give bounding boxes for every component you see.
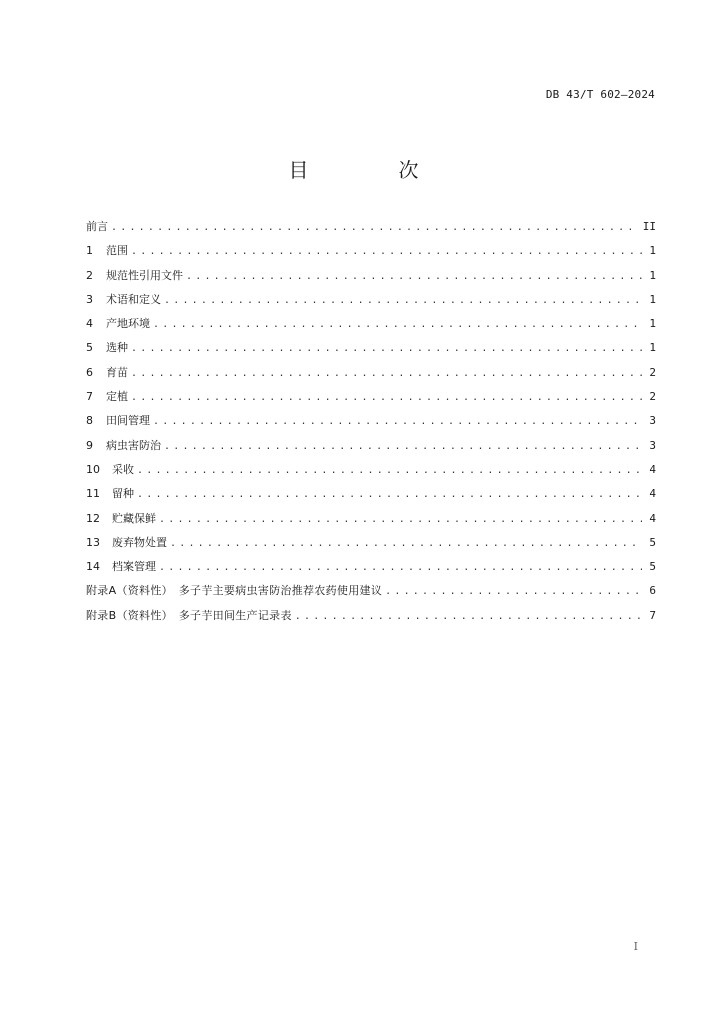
toc-entry-label: 采收	[112, 462, 134, 476]
toc-leader-dots	[385, 583, 642, 601]
toc-entry-number: 4	[86, 317, 93, 331]
toc-leader-dots	[137, 462, 642, 480]
toc-leader-dots	[137, 486, 642, 504]
toc-entry-page: 2	[649, 365, 656, 379]
toc-entry-number: 13	[86, 535, 100, 549]
toc-entry-number: 12	[86, 511, 100, 525]
toc-entry-number: 5	[86, 341, 93, 355]
toc-entry-page: 1	[649, 292, 656, 306]
toc-entry-6[interactable]	[86, 364, 656, 388]
toc-entry-8[interactable]	[86, 412, 656, 436]
toc-entry-number: 9	[86, 438, 93, 452]
toc-leader-dots	[170, 535, 642, 553]
toc-entry-label: 产地环境	[106, 317, 150, 331]
toc-entry-label: 选种	[106, 341, 128, 355]
toc-entry-13[interactable]	[86, 534, 656, 558]
toc-entry-page: 5	[649, 560, 656, 574]
toc-entry-page: 3	[649, 414, 656, 428]
toc-entry-page: 6	[649, 584, 656, 598]
toc-entry-page: 1	[649, 244, 656, 258]
toc-entry-page: 2	[649, 390, 656, 404]
toc-entry-number: 3	[86, 292, 93, 306]
toc-leader-dots	[159, 559, 642, 577]
toc-entry-2[interactable]	[86, 267, 656, 291]
table-of-contents	[86, 218, 656, 631]
toc-entry-appendix-b[interactable]	[86, 607, 656, 631]
toc-entry-page: 1	[649, 341, 656, 355]
toc-entry-label: 范围	[106, 244, 128, 258]
toc-entry-label: 定植	[106, 390, 128, 404]
toc-entry-foreword[interactable]	[86, 218, 656, 242]
toc-entry-label: 废弃物处置	[112, 535, 167, 549]
toc-leader-dots	[131, 340, 642, 358]
toc-leader-dots	[153, 316, 642, 334]
toc-leader-dots	[159, 511, 642, 529]
toc-entry-label: 贮藏保鲜	[112, 511, 156, 525]
toc-entry-page: II	[642, 220, 656, 233]
toc-entry-page: 1	[649, 268, 656, 282]
toc-entry-12[interactable]	[86, 510, 656, 534]
toc-entry-label: 育苗	[106, 365, 128, 379]
toc-entry-page: 7	[649, 608, 656, 622]
toc-entry-number: 6	[86, 365, 93, 379]
toc-entry-page: 4	[649, 487, 656, 501]
toc-entry-number: 11	[86, 487, 100, 501]
toc-entry-10[interactable]	[86, 461, 656, 485]
toc-entry-page: 5	[649, 535, 656, 549]
toc-entry-4[interactable]	[86, 315, 656, 339]
toc-entry-appendix-a[interactable]	[86, 582, 656, 606]
toc-entry-page: 4	[649, 462, 656, 476]
toc-entry-number: 10	[86, 462, 100, 476]
toc-leader-dots	[131, 243, 642, 261]
toc-entry-number: 7	[86, 390, 93, 404]
toc-entry-number: 8	[86, 414, 93, 428]
toc-leader-dots	[131, 389, 642, 407]
toc-entry-11[interactable]	[86, 485, 656, 509]
toc-entry-label: 附录B（资料性） 多子芋田间生产记录表	[86, 608, 292, 622]
toc-entry-number: 2	[86, 268, 93, 282]
toc-entry-number: 1	[86, 244, 93, 258]
toc-title: 目 次	[288, 158, 454, 182]
toc-entry-page: 3	[649, 438, 656, 452]
toc-entry-label: 附录A（资料性） 多子芋主要病虫害防治推荐农药使用建议	[86, 584, 383, 598]
toc-leader-dots	[131, 365, 642, 383]
toc-entry-label: 前言	[86, 220, 108, 233]
toc-entry-label: 留种	[112, 487, 134, 501]
toc-leader-dots	[295, 608, 642, 626]
toc-entry-page: 1	[649, 317, 656, 331]
document-code: DB 43/T 602—2024	[545, 88, 655, 101]
toc-entry-1[interactable]	[86, 242, 656, 266]
toc-entry-label: 病虫害防治	[106, 438, 161, 452]
toc-leader-dots	[164, 292, 642, 310]
toc-entry-label: 档案管理	[112, 560, 156, 574]
toc-entry-label: 规范性引用文件	[106, 268, 183, 282]
toc-entry-3[interactable]	[86, 291, 656, 315]
toc-leader-dots	[186, 268, 642, 286]
toc-entry-label: 田间管理	[106, 414, 150, 428]
toc-entry-9[interactable]	[86, 437, 656, 461]
toc-leader-dots	[164, 438, 642, 456]
page-number: I	[633, 940, 638, 953]
toc-entry-14[interactable]	[86, 558, 656, 582]
toc-entry-5[interactable]	[86, 339, 656, 363]
toc-entry-page: 4	[649, 511, 656, 525]
toc-entry-label: 术语和定义	[106, 292, 161, 306]
toc-entry-7[interactable]	[86, 388, 656, 412]
toc-leader-dots	[153, 413, 642, 431]
toc-entry-number: 14	[86, 560, 100, 574]
toc-leader-dots	[111, 219, 639, 237]
